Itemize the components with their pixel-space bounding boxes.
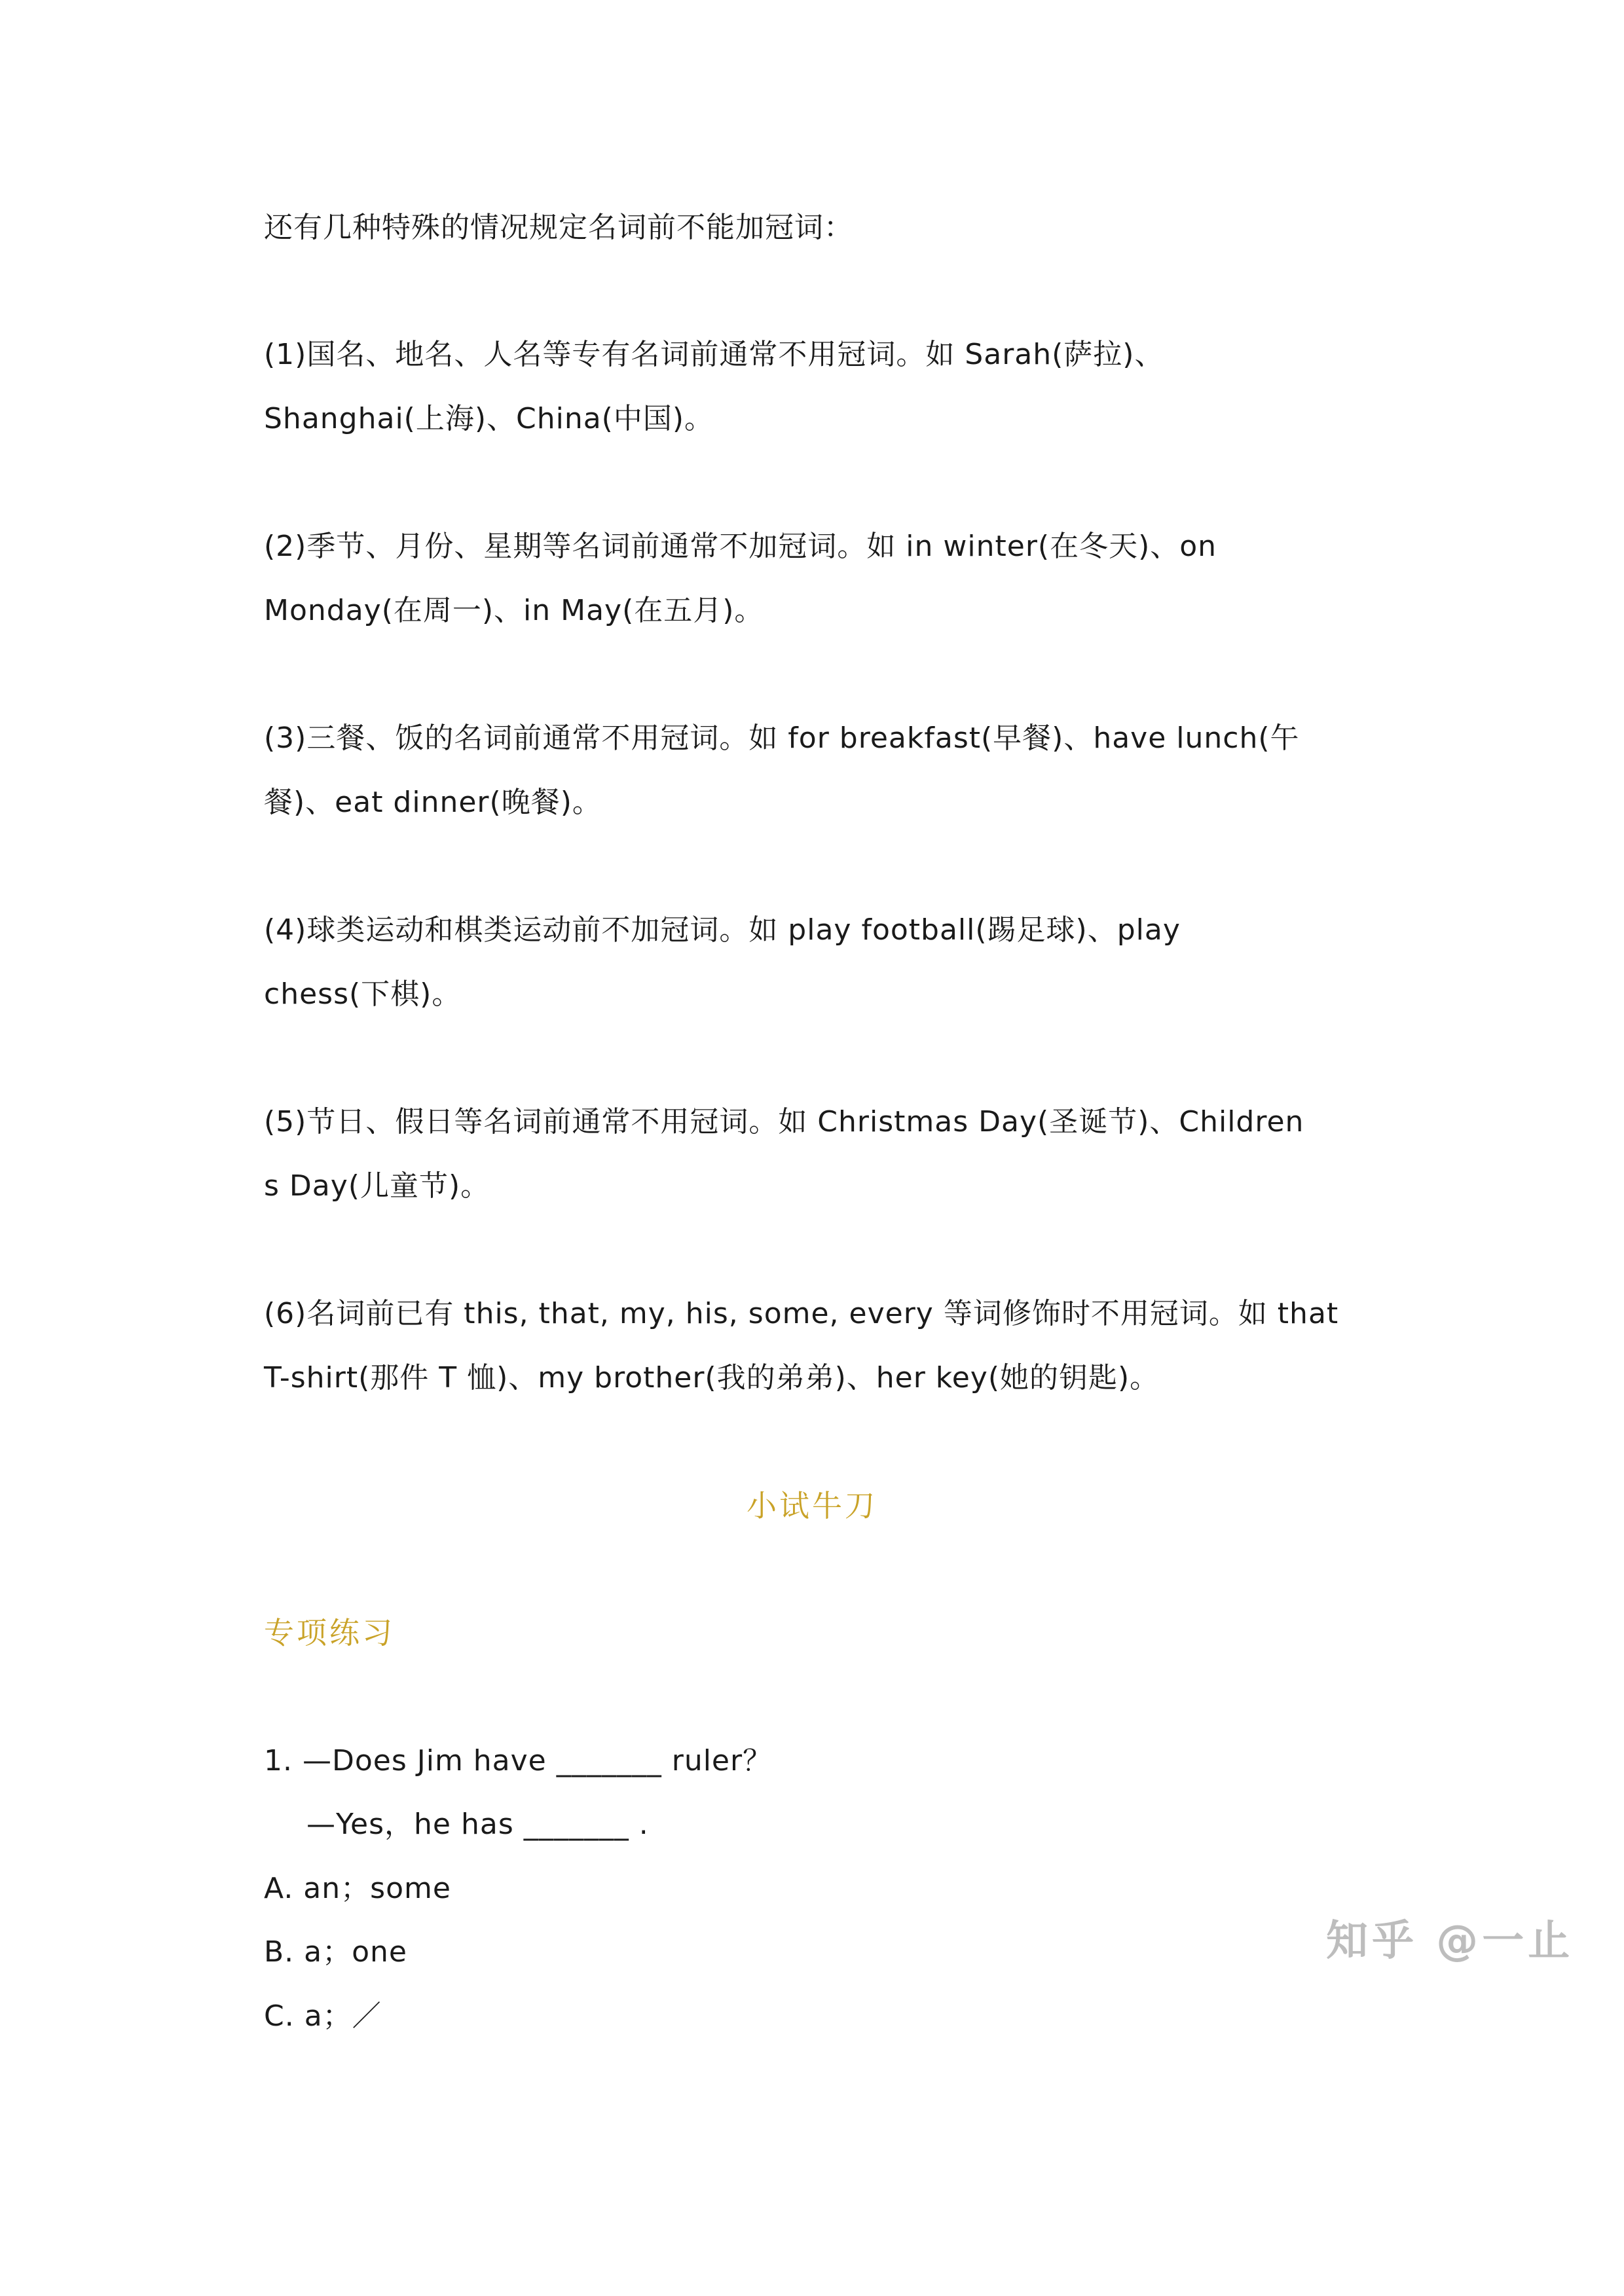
rule-2-line-2: Monday(在周一)、in May(在五月)。: [264, 594, 764, 627]
rule-3-line-1: (3)三餐、饭的名词前通常不用冠词。如 for breakfast(早餐)、have lunch(午: [264, 721, 1300, 755]
zhihu-watermark: 知乎 @一止: [1326, 1917, 1574, 1965]
subsection-title: 专项练习: [264, 1615, 395, 1650]
question-reply: —Yes，he has _______ .: [306, 1808, 649, 1841]
question-stem: 1. —Does Jim have _______ ruler？: [264, 1744, 773, 1777]
rule-1-line-2: Shanghai(上海)、China(中国)。: [264, 402, 714, 435]
option-a: A. an；some: [264, 1872, 451, 1905]
option-c: C. a；／: [264, 1999, 382, 2033]
rule-1-line-1: (1)国名、地名、人名等专有名词前通常不用冠词。如 Sarah(萨拉)、: [264, 338, 1164, 371]
rule-2-line-1: (2)季节、月份、星期等名词前通常不加冠词。如 in winter(在冬天)、on: [264, 530, 1217, 563]
rule-4-line-1: (4)球类运动和棋类运动前不加冠词。如 play football(踢足球)、play: [264, 913, 1181, 947]
rule-3-line-2: 餐)、eat dinner(晚餐)。: [264, 786, 602, 819]
rule-6-line-2: T-shirt(那件 T 恤)、my brother(我的弟弟)、her key(她的钥匙)。: [264, 1361, 1160, 1394]
section-title: 小试牛刀: [747, 1488, 877, 1523]
rule-5-line-1: (5)节日、假日等名词前通常不用冠词。如 Christmas Day(圣诞节)、Children: [264, 1105, 1304, 1139]
option-b: B. a；one: [264, 1935, 407, 1969]
rule-5-line-2: s Day(儿童节)。: [264, 1169, 490, 1203]
rule-6-line-1: (6)名词前已有 this, that, my, his, some, every 等词修饰时不用冠词。如 that: [264, 1297, 1339, 1330]
intro-text: 还有几种特殊的情况规定名词前不能加冠词：: [264, 211, 853, 244]
rule-4-line-2: chess(下棋)。: [264, 977, 462, 1011]
